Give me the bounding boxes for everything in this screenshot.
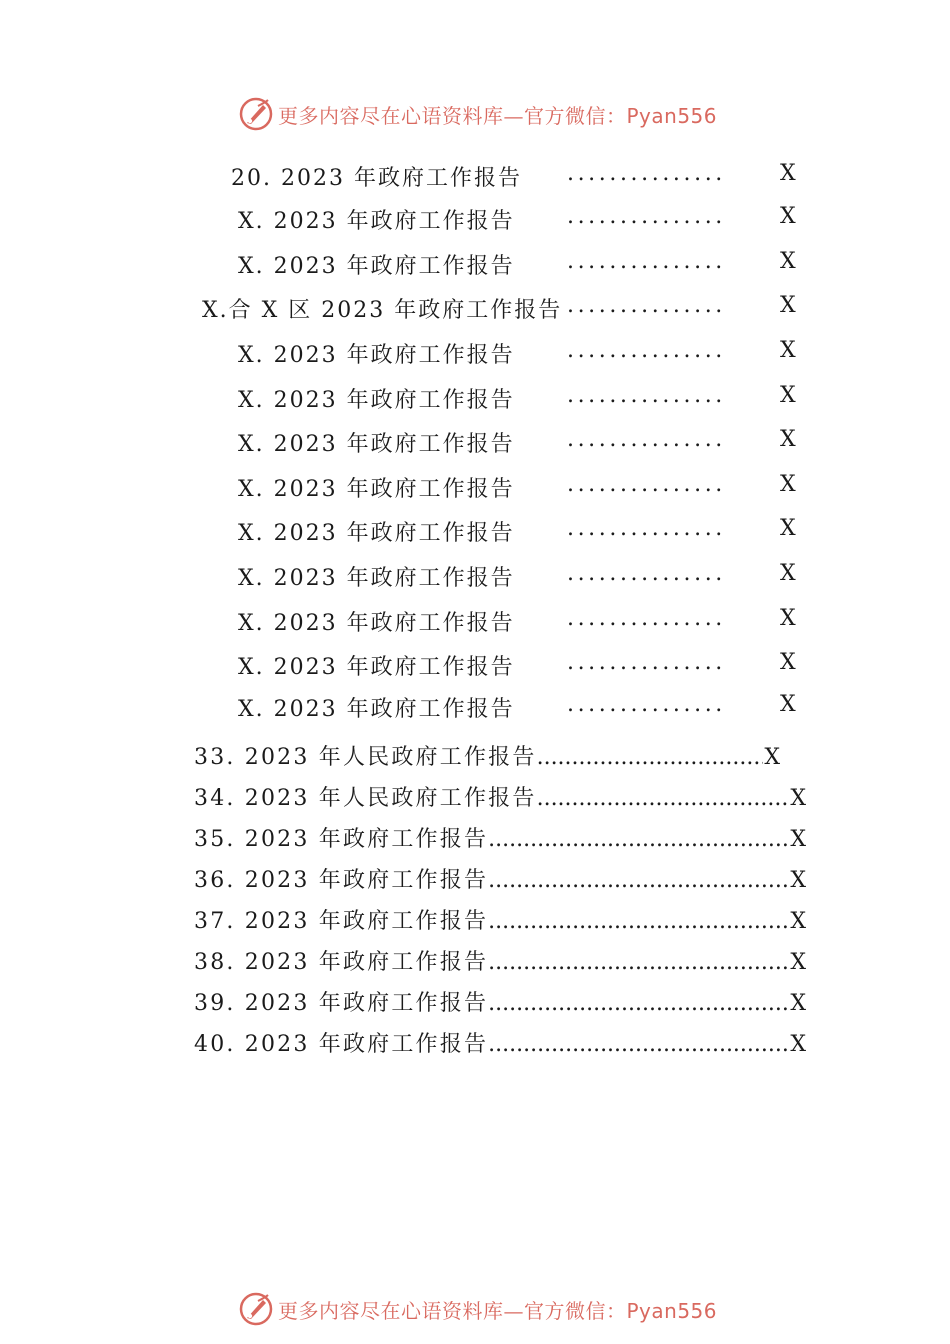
toc-entry-page: X xyxy=(790,868,806,893)
toc-entry-label: X. 2023 年政府工作报告 xyxy=(238,655,515,680)
toc-entry-page: X xyxy=(780,516,796,541)
toc-entry-leader: ............... xyxy=(567,161,726,186)
toc-entry-leader: ............... xyxy=(567,204,726,229)
toc-entry-leader: ............... xyxy=(567,561,726,586)
toc-entry[interactable] xyxy=(194,904,806,934)
toc-entry-label: X. 2023 年政府工作报告 xyxy=(238,521,515,546)
footer-brand-text: 更多内容尽在心语资料库—官方微信：Pyan556 xyxy=(278,1298,718,1323)
toc-entry-leader: ............... xyxy=(567,249,726,274)
toc-entry-label: X. 2023 年政府工作报告 xyxy=(238,611,515,636)
quill-logo-icon xyxy=(238,96,274,132)
toc-entry-label: 37. 2023 年政府工作报告 xyxy=(194,909,489,934)
toc-entry-label: 34. 2023 年人民政府工作报告 xyxy=(194,786,537,811)
toc-entry-page: X xyxy=(780,293,796,318)
toc-entry-label: 40. 2023 年政府工作报告 xyxy=(194,1032,489,1057)
toc-entry-leader xyxy=(488,1032,789,1057)
toc-entry-page: X xyxy=(790,950,806,975)
toc-entry[interactable] xyxy=(194,1027,806,1057)
toc-entry-leader xyxy=(488,909,789,934)
quill-logo-icon xyxy=(238,1291,274,1327)
toc-entry-label: 36. 2023 年政府工作报告 xyxy=(194,868,489,893)
toc-entry-page: X xyxy=(790,909,806,934)
header-brand-text: 更多内容尽在心语资料库—官方微信：Pyan556 xyxy=(278,103,718,128)
toc-entry-page: X xyxy=(780,606,796,631)
toc-entry-label: X. 2023 年政府工作报告 xyxy=(238,566,515,591)
footer-brand xyxy=(238,1289,717,1329)
toc-entry[interactable] xyxy=(194,781,806,811)
toc-entry[interactable] xyxy=(194,863,806,893)
toc-entry[interactable] xyxy=(194,986,806,1016)
toc-entry-label: 38. 2023 年政府工作报告 xyxy=(194,950,489,975)
toc-entry-leader: ............... xyxy=(567,472,726,497)
toc-entry-page: X xyxy=(780,161,796,186)
toc-entry-leader xyxy=(488,868,789,893)
toc-entry-leader: ............... xyxy=(567,293,726,318)
toc-entry-page: X xyxy=(790,827,806,852)
toc-entry-label: 35. 2023 年政府工作报告 xyxy=(194,827,489,852)
toc-entry-leader: ............... xyxy=(567,427,726,452)
toc-entry-leader: ............... xyxy=(567,338,726,363)
toc-entry-label: X. 2023 年政府工作报告 xyxy=(238,209,515,234)
toc-entry-leader: ............... xyxy=(567,383,726,408)
toc-entry-leader xyxy=(488,991,789,1016)
toc-entry-label: X. 2023 年政府工作报告 xyxy=(238,388,515,413)
toc-entry-leader: ............... xyxy=(567,650,726,675)
toc-entry-label: X. 2023 年政府工作报告 xyxy=(238,697,515,722)
toc-entry-label: X. 2023 年政府工作报告 xyxy=(238,254,515,279)
toc-entry-page: X xyxy=(780,472,796,497)
toc-entry-leader xyxy=(488,827,789,852)
toc-entry-label: 39. 2023 年政府工作报告 xyxy=(194,991,489,1016)
toc-entry-leader: ............... xyxy=(567,606,726,631)
toc-entry[interactable] xyxy=(194,822,806,852)
toc-entry-label: X. 2023 年政府工作报告 xyxy=(238,343,515,368)
toc-entry-page: X xyxy=(780,204,796,229)
toc-entry-page: X xyxy=(790,786,806,811)
toc-entry-page: X xyxy=(780,561,796,586)
toc-entry-page: X xyxy=(764,745,780,770)
toc-entry-page: X xyxy=(780,692,796,717)
toc-entry-leader: ............... xyxy=(567,516,726,541)
toc-entry-leader xyxy=(537,786,790,811)
toc-entry-label: X.合 X 区 2023 年政府工作报告 xyxy=(202,298,563,323)
toc-entry[interactable] xyxy=(194,945,806,975)
toc-entry-page: X xyxy=(780,249,796,274)
toc-entry[interactable] xyxy=(194,740,780,770)
toc-entry-label: X. 2023 年政府工作报告 xyxy=(238,432,515,457)
toc-entry-page: X xyxy=(780,338,796,363)
toc-entry-leader xyxy=(488,950,789,975)
toc-entry-page: X xyxy=(790,1032,806,1057)
toc-entry-page: X xyxy=(780,650,796,675)
toc-entry-leader: ............... xyxy=(567,692,726,717)
toc-entry-page: X xyxy=(780,383,796,408)
toc-entry-label: 20. 2023 年政府工作报告 xyxy=(231,166,522,191)
toc-entry-leader xyxy=(537,745,764,770)
header-brand xyxy=(238,94,717,134)
toc-entry-label: X. 2023 年政府工作报告 xyxy=(238,477,515,502)
toc-entry-page: X xyxy=(790,991,806,1016)
toc-entry-label: 33. 2023 年人民政府工作报告 xyxy=(194,745,537,770)
toc-entry-page: X xyxy=(780,427,796,452)
